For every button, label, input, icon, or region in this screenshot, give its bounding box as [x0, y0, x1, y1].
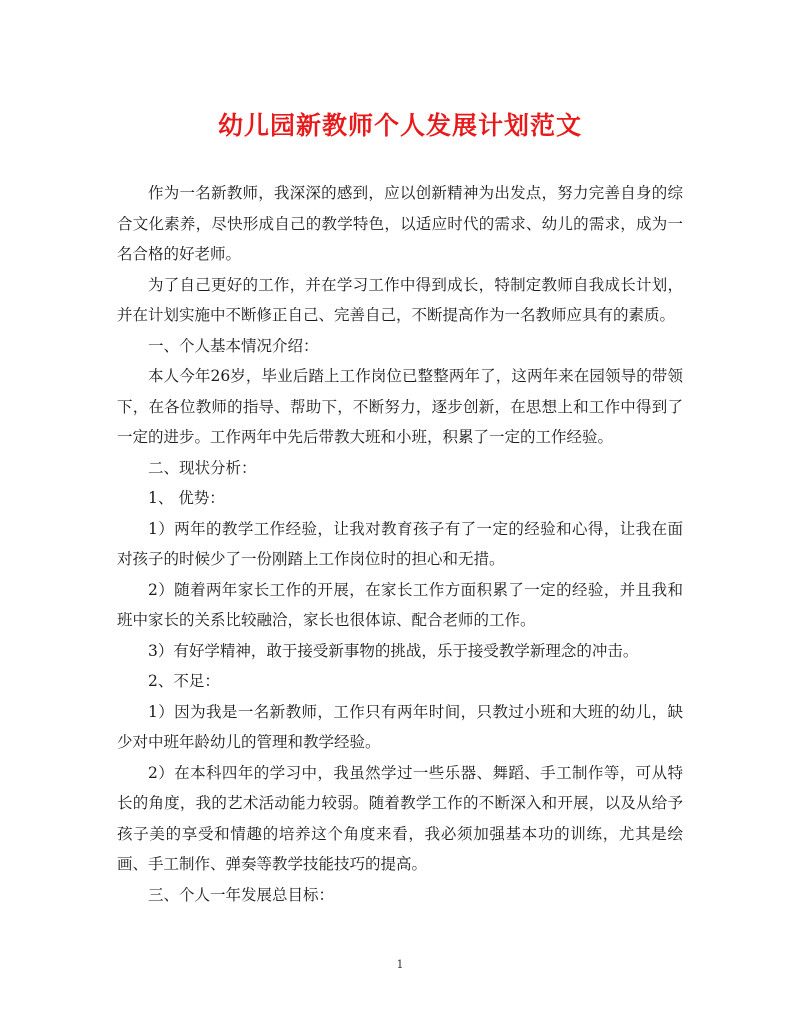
strength-item-1: 1）两年的教学工作经验，让我对教育孩子有了一定的经验和心得，让我在面对孩子的时候少了一份刚踏上工作岗位时的担心和无措。: [117, 519, 683, 568]
heading-annual-goal: 三、个人一年发展总目标：: [148, 885, 335, 904]
paragraph-purpose: 为了自己更好的工作，并在学习工作中得到成长，特制定教师自我成长计划，并在计划实施中不断修正自己、完善自己，不断提高作为一名教师应具有的素质。: [117, 275, 683, 324]
heading-status-analysis: 二、现状分析：: [148, 458, 257, 477]
weakness-item-1: 1）因为我是一名新教师，工作只有两年时间，只教过小班和大班的幼儿，缺少对中班年龄幼儿的管理和教学经验。: [117, 702, 683, 751]
heading-basic-info: 一、个人基本情况介绍：: [148, 336, 319, 355]
subheading-strengths: 1、 优势：: [148, 489, 225, 507]
strength-item-2: 2）随着两年家长工作的开展，在家长工作方面积累了一定的经验，并且我和班中家长的关系比较融洽，家长也很体谅、配合老师的工作。: [117, 580, 683, 629]
page-number: 1: [396, 958, 404, 971]
subheading-weaknesses: 2、不足：: [148, 672, 220, 690]
document-title: 幼儿园新教师个人发展计划范文: [217, 111, 582, 140]
strength-item-3: 3）有好学精神，敢于接受新事物的挑战，乐于接受教学新理念的冲击。: [148, 641, 639, 660]
document-body: [117, 178, 683, 910]
paragraph-intro: 作为一名新教师，我深深的感到，应以创新精神为出发点，努力完善自身的综合文化素养，尽快形成自己的教学特色，以适应时代的需求、幼儿的需求，成为一名合格的好老师。: [117, 184, 683, 263]
paragraph-basic-info: 本人今年26岁，毕业后踏上工作岗位已整整两年了，这两年来在园领导的带领下，在各位教师的指导、帮助下，不断努力，逐步创新，在思想上和工作中得到了一定的进步。工作两年中先后带教大班和小班，积累了一定的工作经验。: [117, 367, 683, 446]
weakness-item-2: 2）在本科四年的学习中，我虽然学过一些乐器、舞蹈、手工制作等，可从特长的角度，我的艺术活动能力较弱。随着教学工作的不断深入和开展，以及从给予孩子美的享受和情趣的培养这个角度来看，我必须加强基本功的训练，尤其是绘画、手工制作、弹奏等教学技能技巧的提高。: [117, 763, 683, 873]
